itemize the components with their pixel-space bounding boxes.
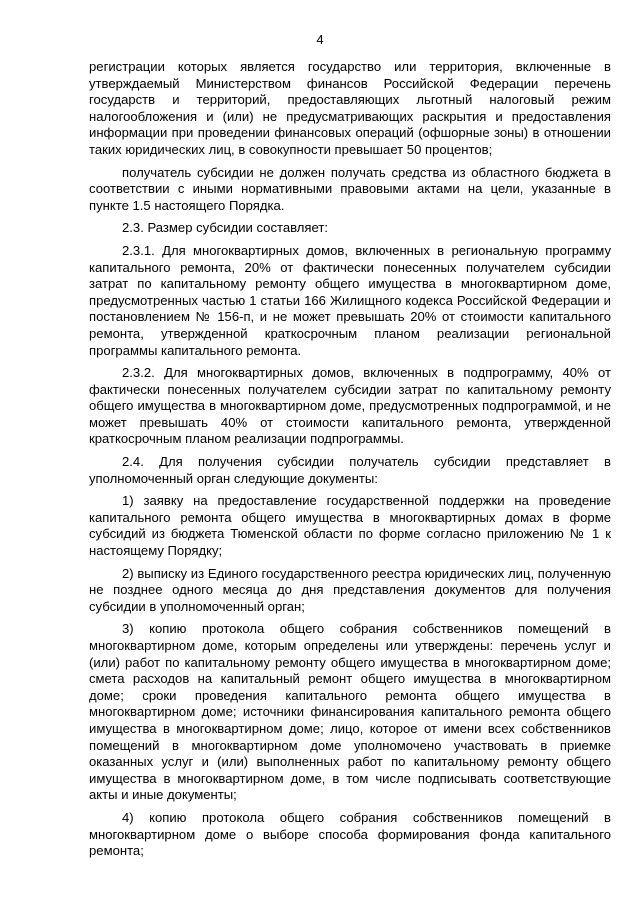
paragraph-2-3-heading: 2.3. Размер субсидии составляет:	[122, 220, 329, 236]
list-item-4-fund-protocol: 4) копию протокола общего собрания собственников помещений в многоквартирном доме о выборе способа формирования фонда капитального ремонта;	[89, 809, 611, 859]
paragraph-no-other-funds: получатель субсидии не должен получать средства из областного бюджета в соответствии с иными нормативными правовыми актами на цели, указанные в пункте 1.5 настоящего Порядка.	[89, 164, 611, 213]
paragraph-2-4: 2.4. Для получения субсидии получатель субсидии представляет в уполномоченный орган следующие документы:	[89, 454, 611, 486]
paragraph-2-3-1: 2.3.1. Для многоквартирных домов, включенных в региональную программу капитального ремонта, 20% от фактически понесенных получателем субсидии затрат по капитальному ремонту общего имущества в многоквартирном доме, предусмотренных частью 1 статьи 166 Жилищного кодекса Российской Федерации и постановлением № 156-п, и не может превышать 20% от стоимости капитального ремонта, утвержденной краткосрочным планом реализации региональной программы капитального ремонта.	[89, 242, 611, 358]
list-item-3-meeting-protocol: 3) копию протокола общего собрания собственников помещений в многоквартирном доме, которым определены или утверждены: перечень услуг и (или) работ по капитальному ремонту общего имущества в многоквартирном доме; смета расходов на капитальный ремонт общего имущества в многоквартирном доме; сроки проведения капитального ремонта общего имущества в многоквартирном доме; источники финансирования капитального ремонта общего имущества в многоквартирном доме; лицо, которое от имени всех собственников помещений в многоквартирном доме уполномочено участвовать в приемке оказанных услуг и (или) выполненных работ по капитальному ремонту общего имущества в многоквартирном доме, в том числе подписывать соответствующие акты и иные документы;	[89, 621, 611, 803]
list-item-2-registry-extract: 2) выписку из Единого государственного реестра юридических лиц, полученную не позднее одного месяца до дня представления документов для получения субсидии в уполномоченный орган;	[89, 565, 611, 614]
list-item-1-application: 1) заявку на предоставление государственной поддержки на проведение капитального ремонта общего имущества в многоквартирных домах в форме субсидий из бюджета Тюменской области по форме согласно приложению № 1 к настоящему Порядку;	[89, 493, 611, 559]
paragraph-offshore-continuation: регистрации которых является государство или территория, включенные в утверждаемый Министерством финансов Российской Федерации перечень государств и территорий, предоставляющих льготный налоговый режим налогообложения и (или) не предусматривающих раскрытия и предоставления информации при проведении финансовых операций (офшорные зоны) в отношении таких юридических лиц, в совокупности превышает 50 процентов;	[89, 59, 611, 157]
document-body	[89, 59, 611, 866]
paragraph-2-3-2: 2.3.2. Для многоквартирных домов, включенных в подпрограмму, 40% от фактически понесенных получателем субсидии затрат по капитальному ремонту общего имущества в многоквартирном доме, предусмотренных подпрограммой, и не может превышать 40% от стоимости капитального ремонта, утвержденной краткосрочным планом реализации подпрограммы.	[89, 365, 611, 447]
page-number: 4	[316, 32, 324, 47]
